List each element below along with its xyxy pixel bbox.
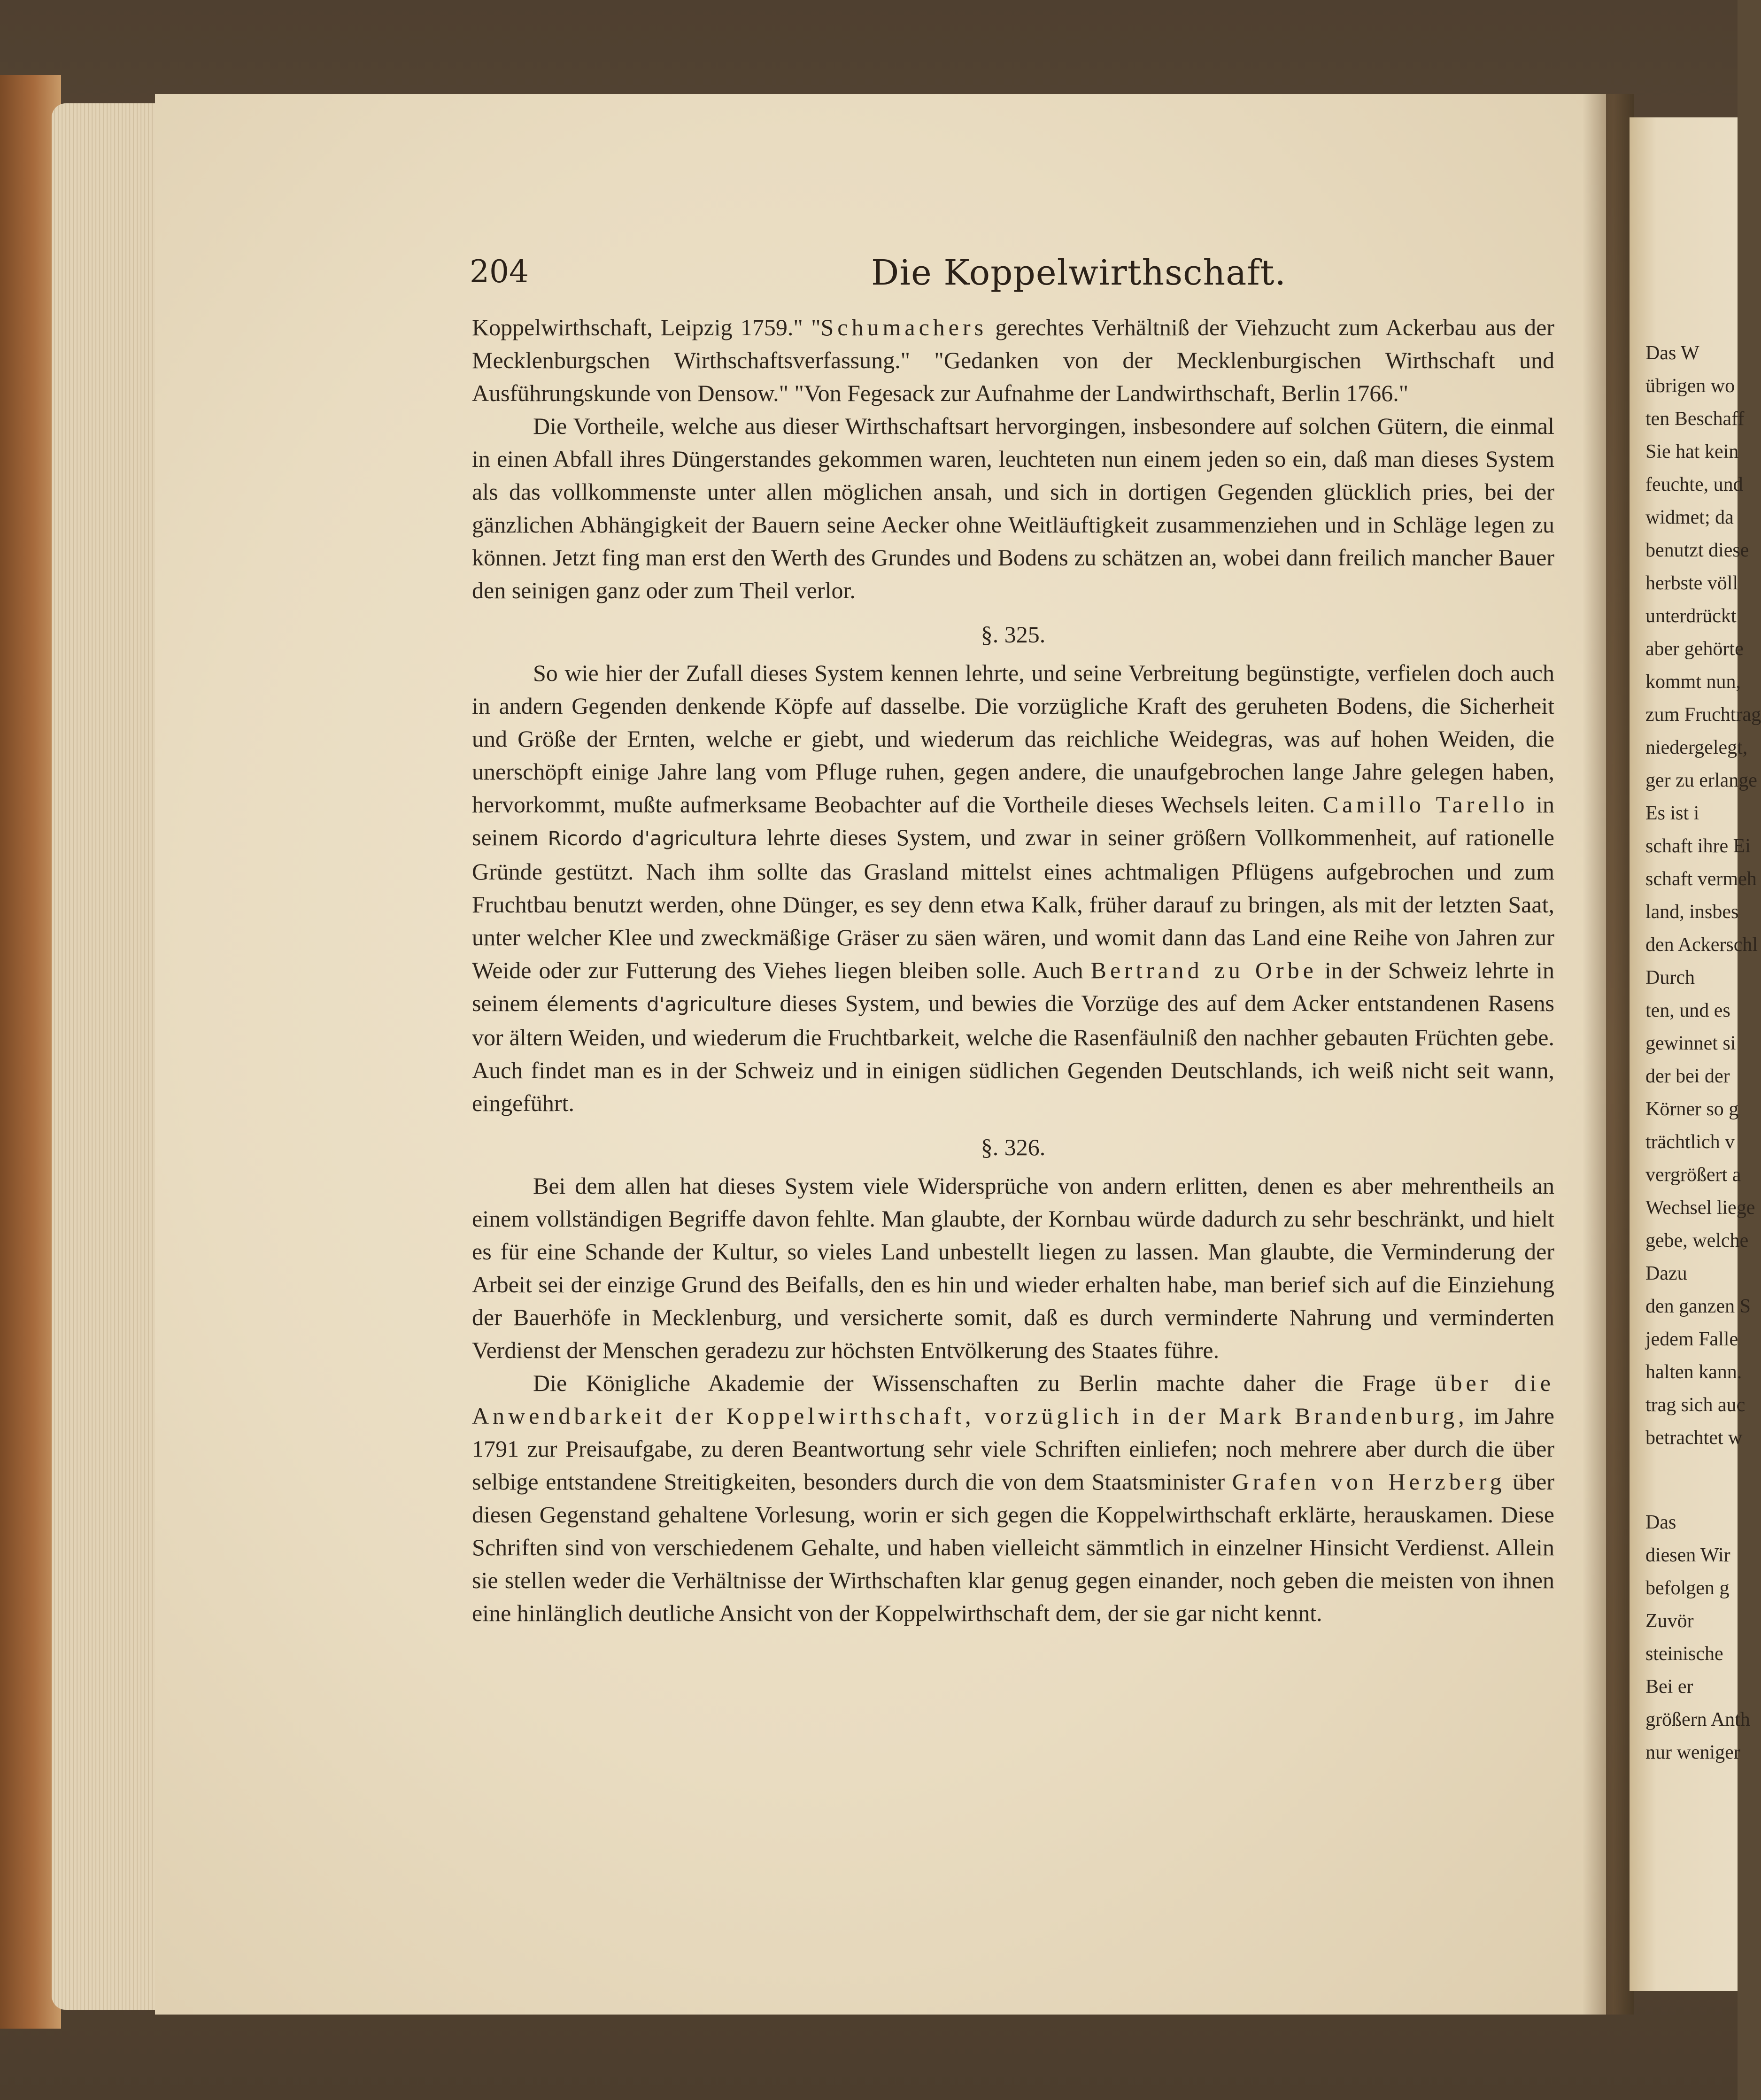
- paragraph-spread: [472, 656, 1554, 1119]
- facing-line: feuchte, und: [1645, 474, 1743, 495]
- facing-line: nur weniger: [1645, 1742, 1740, 1763]
- facing-line: halten kann.: [1645, 1361, 1742, 1383]
- facing-line: größern Anth: [1645, 1709, 1750, 1730]
- facing-line: Bei er: [1645, 1676, 1693, 1698]
- facing-line: gewinnet si: [1645, 1033, 1736, 1054]
- facing-line: trächtlich v: [1645, 1131, 1735, 1153]
- facing-line: ger zu erlange: [1645, 770, 1757, 791]
- book-title-ricordo: Ricordo d'agricultura: [548, 827, 757, 850]
- page-body: [472, 311, 1554, 1629]
- facing-line: aber gehörte: [1645, 638, 1744, 660]
- person-name-herzberg: Grafen von Herzberg: [1232, 1468, 1506, 1495]
- text-run: in der Schweiz lehrte in seinem: [472, 957, 1554, 1016]
- text-run: dieses System, und bewies die Vorzüge des auf dem Acker entstandenen Rasens vor ältern Weiden, und wiederum die Fruchtbarkeit, welche die Rasenfäulniß den nachher gebauten Früchten gebe. Auch findet man es in der Schweiz und in einigen südlichen Gegenden Deutschlands, ich weiß nicht seit wann, eingeführt.: [472, 990, 1554, 1116]
- facing-line: benutzt diese: [1645, 540, 1749, 561]
- paragraph-advantages: Die Vortheile, welche aus dieser Wirthschaftsart hervorgingen, insbesondere auf solchen Gütern, die einmal in einen Abfall ihres Düngerstandes gekommen waren, leuchteten nun einem jeden so ein, daß man dieses System als das vollkommenste unter allen möglichen ansah, und sich in dortigen Gegenden glücklich pries, bei der gänzlichen Abhängigkeit der Bauern seine Aecker ohne Weitläuftigkeit zusammenziehen und in Schläge legen zu können. Jetzt fing man erst den Werth des Grundes und Bodens zu schätzen an, wobei dann freilich mancher Bauer den seinigen ganz oder zum Theil verlor.: [472, 413, 1554, 603]
- facing-line: übrigen wo: [1645, 375, 1735, 397]
- text-run: Die Königliche Akademie der Wissenschaften zu Berlin machte daher die Frage: [533, 1370, 1435, 1396]
- author-name-schumacher: Schumachers: [820, 314, 988, 340]
- facing-line: niedergelegt,: [1645, 737, 1748, 758]
- text-run: über diesen Gegenstand gehaltene Vorlesung, worin er sich gegen die Koppelwirthschaft erklärte, herauskamen. Diese Schriften sind von verschiedenem Gehalte, und haben vielleicht sämmtlich in einzelner Hinsicht Verdienst. Allein sie stellen weder die Verhältnisse der Wirthschaften klar genug gegen einander, noch geben die meisten von ihnen eine hinlänglich deutliche Ansicht von der Koppelwirthschaft dem, der sie gar nicht kennt.: [472, 1468, 1554, 1626]
- facing-line: Sie hat kein: [1645, 441, 1739, 463]
- paragraph-bibliography: [472, 311, 1554, 409]
- facing-line: gebe, welche: [1645, 1230, 1749, 1251]
- text-run: lehrte dieses System, und zwar in seiner größern Vollkommenheit, auf rationelle Gründe gestützt. Nach ihm sollte das Grasland mittelst eines achtmaligen Pflügens aufgebrochen und zum Fruchtbau benutzt werden, ohne Dünger, es sey denn etwa Kalk, früher darauf zu bringen, als mit der letzten Saat, unter welcher Klee und zweckmäßige Gräser zu säen wären, und womit dann das Land eine Reihe von Jahren zur Weide oder zur Futterung des Viehes liegen bleiben solle. Auch: [472, 824, 1555, 983]
- facing-line: schaft vermeh: [1645, 868, 1757, 890]
- facing-line: Durch: [1645, 967, 1695, 988]
- page-block-edges: [52, 103, 169, 2010]
- author-name-bertrand: Bertrand zu Orbe: [1090, 957, 1317, 983]
- author-name-tarello: Camillo Tarello: [1322, 791, 1529, 818]
- facing-line: Das: [1645, 1512, 1676, 1533]
- facing-line: Es ist i: [1645, 803, 1699, 824]
- paragraph-objections: Bei dem allen hat dieses System viele Widersprüche von andern erlitten, denen es aber mehrentheils an einem vollständigen Begriffe davon fehlte. Man glaubte, der Kornbau würde dadurch zu sehr beschränkt, und hielt es für eine Schande der Kultur, so vieles Land unbestellt liegen zu lassen. Man glaubte, die Verminderung der Arbeit sei der einzige Grund des Beifalls, den es hin und wieder erhalten habe, man berief sich auf die Einziehung der Bauerhöfe in Mecklenburg, und versicherte somit, daß es durch verminderte Nahrung und verminderten Verdienst der Menschen geradezu zur höchsten Entvölkerung des Staates führe.: [472, 1173, 1554, 1363]
- facing-line: herbste völl: [1645, 572, 1738, 594]
- text-run: gerechtes Verhältniß der Viehzucht zum Ackerbau aus der Mecklenburgschen Wirthschaftsverfassung." "Gedanken von der Mecklenburgischen Wirthschaft und Ausführungskunde von Densow." "Von Fegesack zur Aufnahme der Landwirthschaft, Berlin 1766.": [472, 314, 1555, 406]
- book-gutter: [1583, 94, 1634, 2015]
- section-heading-325: §. 325.: [981, 621, 1046, 648]
- facing-line: den ganzen S: [1645, 1296, 1751, 1317]
- facing-line: der bei der: [1645, 1065, 1730, 1087]
- text-run: in seinem: [472, 791, 1554, 850]
- prize-question: über die Anwendbarkeit der Koppelwirthschaft, vorzüglich in der Mark Brandenburg,: [472, 1370, 1554, 1429]
- facing-line: diesen Wir: [1645, 1544, 1730, 1566]
- running-title: Die Koppelwirthschaft.: [871, 253, 1286, 293]
- facing-line: den Ackerschl: [1645, 934, 1758, 956]
- facing-line: Das W: [1645, 342, 1699, 364]
- facing-line: zum Fruchtrag: [1645, 704, 1761, 726]
- facing-line: jedem Falle: [1645, 1328, 1738, 1350]
- facing-line: ten Beschaff: [1645, 408, 1745, 430]
- page-header: [470, 249, 1545, 305]
- book-title-elements: élements d'agriculture: [546, 993, 772, 1016]
- facing-line: land, insbes: [1645, 901, 1739, 923]
- facing-line: schaft ihre Ei: [1645, 835, 1751, 857]
- text-run: Koppelwirthschaft, Leipzig 1759." ": [472, 314, 821, 340]
- facing-line: unterdrückt: [1645, 605, 1737, 627]
- facing-line: befolgen g: [1645, 1577, 1730, 1599]
- page-number: 204: [470, 254, 529, 290]
- facing-line: trag sich auc: [1645, 1394, 1746, 1416]
- paragraph-academy: [472, 1367, 1554, 1629]
- section-heading-326: §. 326.: [981, 1134, 1046, 1160]
- facing-line: kommt nun,: [1645, 671, 1741, 693]
- facing-line: betrachtet w: [1645, 1427, 1743, 1449]
- facing-line: vergrößert a: [1645, 1164, 1741, 1186]
- facing-line: widmet; da: [1645, 507, 1734, 528]
- facing-line: ten, und es: [1645, 1000, 1730, 1021]
- facing-line: Zuvör: [1645, 1610, 1694, 1632]
- facing-line: Dazu: [1645, 1263, 1687, 1284]
- text-run: im Jahre 1791 zur Preisaufgabe, zu deren Beantwortung sehr viele Schriften einliefen; noch mehrere aber durch die über selbige entstandene Streitigkeiten, besonders durch die von dem Staatsminister: [472, 1403, 1554, 1495]
- text-run: So wie hier der Zufall dieses System kennen lehrte, und seine Verbreitung begünstigte, verfielen doch auch in andern Gegenden denkende Köpfe auf dasselbe. Die vorzügliche Kraft des geruheten Bodens, die Sicherheit und Größe der Ernten, welche er giebt, und wiederum das reichliche Weidegras, was auf hohen Weiden, die unerschöpft einige Jahre lang vom Pfluge ruhen, gegen andere, die unaufgebrochen lange Jahre gelegen haben, hervorkommt, mußte aufmerksame Beobachter auf die Vortheile dieses Wechsels leiten.: [472, 660, 1554, 818]
- facing-line: Körner so g: [1645, 1098, 1739, 1120]
- facing-page: [1630, 117, 1761, 1991]
- facing-line: steinische: [1645, 1643, 1723, 1665]
- facing-line: Wechsel liege: [1645, 1197, 1755, 1219]
